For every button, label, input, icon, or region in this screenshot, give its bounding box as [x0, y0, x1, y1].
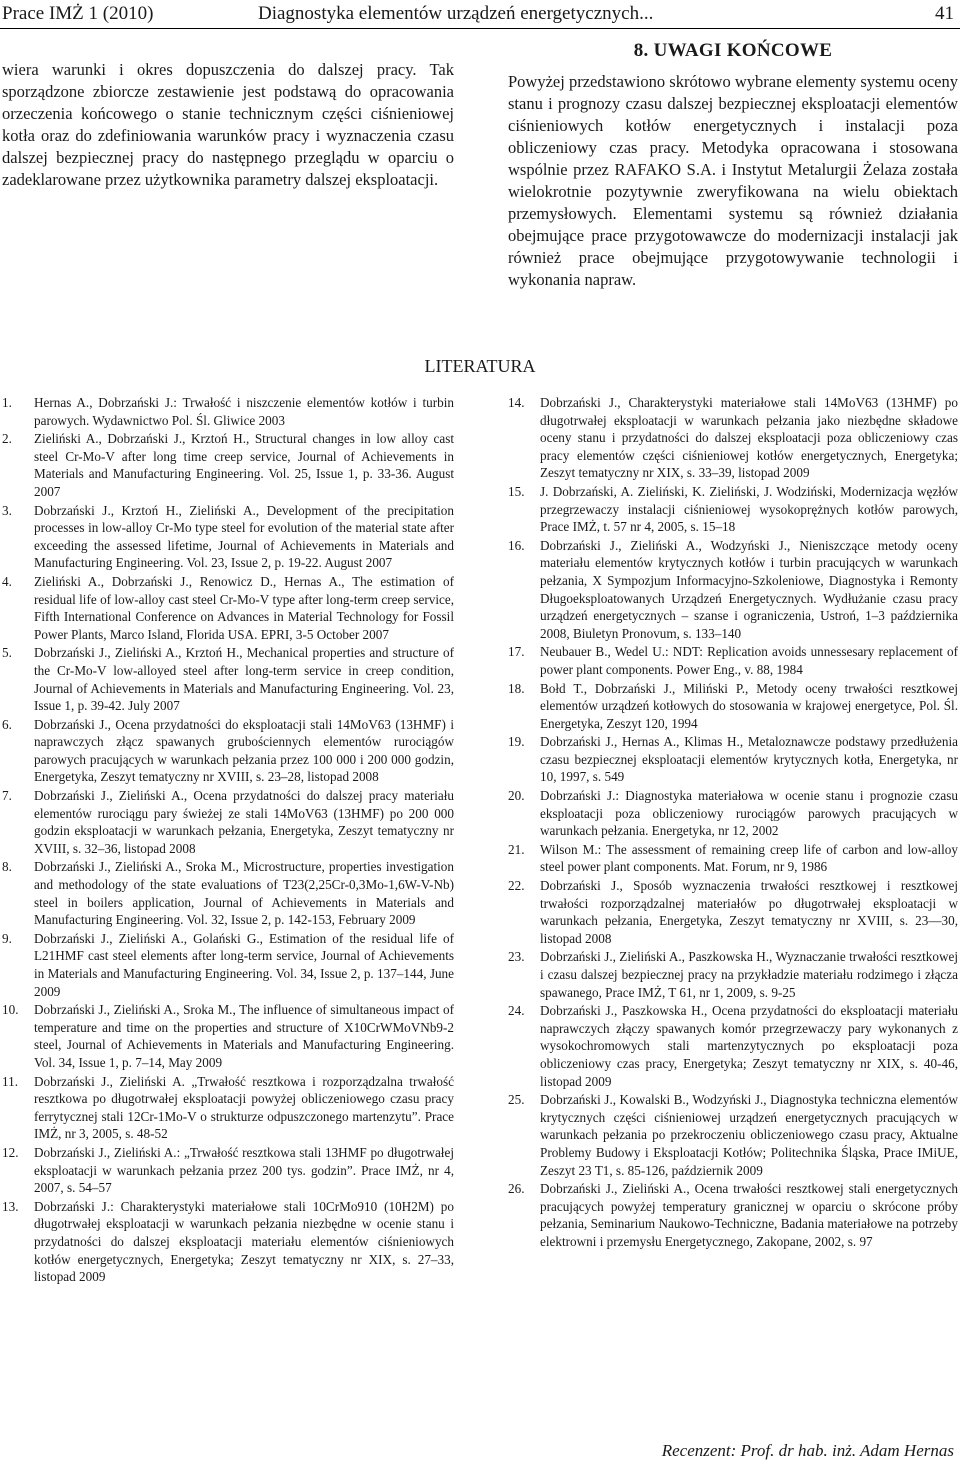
reference-text: Dobrzański J., Zieliński A., Golański G., Estimation of the residual life of L21HMF cast steel elements after long-term service, Journal of Achievements in Materials and Manufacturing Engineering. Vol. 34, Issue 2, p. 137–144, June 2009	[34, 930, 454, 999]
reference-text: Bołd T., Dobrzański J., Miliński P., Metody oceny trwałości resztkowej elementów urządzeń kotłowych do stosowania w krajowej energetyce, Pol. Śl. Energetyka, Zeszyt 120, 1994	[540, 680, 958, 731]
reference-item	[2, 644, 454, 714]
reference-text: Dobrzański J., Paszkowska H., Ocena przydatności do eksploatacji materiału naprawczych złączy spawanych komór przegrzewaczy pary wykonanych z wysokochromowych stali martenzytycznych po eksploatacji poza obliczeniowy czas pracy, Energetyka; Zeszyt tematyczny nr XIX, s. 40-46, listopad 2009	[540, 1003, 958, 1089]
reference-number: 16.	[508, 537, 525, 553]
reference-item	[508, 537, 958, 643]
reference-item	[2, 1001, 454, 1071]
reference-number: 21.	[508, 841, 525, 857]
reference-number: 14.	[508, 395, 525, 410]
reference-text: Dobrzański J., Kowalski B., Wodzyński J., Diagnostyka techniczna elementów krytycznych części ciśnieniowej urządzeń energetycznych pracujących w warunkach pełzania po przekroczeniu obliczeniowego czasu pracy, Aktualne Problemy Budowy i Eksploatacji Kotłów; Politechnika Śląska, Prace IMiUE, Zeszyt 23 T1, s. 85-126, październik 2009	[540, 1092, 958, 1178]
reference-text: Dobrzański J., Zieliński A., Paszkowska H., Wyznaczanie trwałości resztkowej i czasu dalszej bezpiecznej pracy na przykładzie materiału rodzimego i złącza spawanego, Prace IMŻ, T 61, nr 1, 2009, s. 9-25	[540, 949, 958, 1000]
references-right-column	[508, 394, 958, 1252]
reference-item	[2, 394, 454, 429]
reference-text: Dobrzański J., Ocena przydatności do eksploatacji stali 14MoV63 (13HMF) i naprawczych złącz spawanych grubościennych elementów rurociągów parowych pracujących w warunkach pełzania przez 100 000 i 200 000 godzin, Energetyka, Zeszyt tematyczny nr XVIII, s. 23–28, listopad 2008	[34, 716, 454, 785]
reference-text: Dobrzański J.: Diagnostyka materiałowa w ocenie stanu i prognozie czasu eksploatacji poza obliczeniowy rurociągów parowych pracujących w warunkach pełzania. Energetyka, nr 12, 2002	[540, 788, 958, 839]
reference-number: 19.	[508, 734, 525, 750]
reference-number: 5.	[2, 645, 12, 661]
reference-item	[508, 394, 958, 482]
journal-name: Prace IMŻ 1 (2010)	[2, 3, 154, 24]
reference-text: Hernas A., Dobrzański J.: Trwałość i niszczenie elementów kotłów i turbin parowych. Wydawnictwo Pol. Śl. Gliwice 2003	[34, 395, 454, 428]
reference-item	[508, 948, 958, 1001]
intro-paragraph: wiera warunki i okres dopuszczenia do dalszej pracy. Tak sporządzone zbiorcze zestawienie jest podstawą do opracowania orzeczenia końcowego o stanie technicznym części ciśnieniowej kotła oraz do zdefiniowania warunków pracy i wyznaczenia czasu dalszej bezpiecznej pracy do następnego przeglądu w oparciu o zadeklarowane przez użytkownika parametry dalszej eksploatacji.	[2, 59, 454, 189]
reference-text: Dobrzański J., Zieliński A.: „Trwałość resztkowa stali 13HMF po długotrwałej eksploatacji w warunkach pełzania przez 200 tys. godzin”. Prace IMŻ, nr 4, 2007, s. 54–57	[34, 1144, 454, 1196]
reference-number: 25.	[508, 1092, 525, 1108]
reference-number: 22.	[508, 878, 525, 894]
section-heading: 8. UWAGI KOŃCOWE	[633, 40, 833, 61]
reference-item	[508, 1091, 958, 1179]
final-remarks-section	[508, 40, 958, 291]
reference-text: Dobrzański J.: Charakterystyki materiałowe stali 10CrMo910 (10H2M) po długotrwałej eksploatacji w warunkach pełzania niezbędne w ocenie stanu i przydatności do dalszej eksploatacji materiału elementów ciśnieniowych kotłów energetycznych, Energetyka; Zeszyt tematyczny nr XIX, s. 27–33, listopad 2009	[34, 1198, 454, 1285]
reference-text: Zieliński A., Dobrzański J., Renowicz D., Hernas A., The estimation of residual life of low-alloy cast steel Cr-Mo-V type after long-term creep service, Fifth International Conference on Advances in Material Technology for Fossil Power Plants, Marco Island, Florida USA. EPRI, 3-5 October 2007	[34, 573, 454, 642]
reference-number: 10.	[2, 1002, 19, 1018]
reference-item	[2, 1198, 454, 1286]
reference-number: 7.	[2, 788, 12, 804]
reference-number: 6.	[2, 716, 12, 732]
reference-text: Dobrzański J., Zieliński A., Sroka M., The influence of simultaneous impact of temperature and time on the properties and structure of X10CrWMoVNb9-2 steel, Journal of Achievements in Materials and Manufacturing Engineering. Vol. 34, Issue 1, p. 7–14, May 2009	[34, 1002, 454, 1070]
reference-text: Zieliński A., Dobrzański J., Krztoń H., Structural changes in low alloy cast steel Cr-Mo-V after long time creep service, Journal of Achievements in Materials and Manufacturing Engineering. Vol. 25, Issue 1, p. 33-36. August 2007	[34, 431, 454, 499]
reference-text: Dobrzański J., Charakterystyki materiałowe stali 14MoV63 (13HMF) po długotrwałej eksploatacji w warunkach pełzania jako niezbędne składowe oceny stanu i przydatności do dalszej eksploatacji poza obliczeniowy czas pracy elementów części ciśnieniowej kotłów energetycznych, Energetyka; Zeszyt tematyczny nr XIX, s. 33–39, listopad 2009	[540, 395, 958, 481]
reference-number: 26.	[508, 1181, 525, 1197]
reference-number: 20.	[508, 788, 525, 804]
reference-number: 9.	[2, 930, 12, 946]
references-left-column	[2, 394, 454, 1287]
reference-item	[2, 858, 454, 928]
reference-item	[2, 430, 454, 500]
reference-item	[508, 680, 958, 733]
reference-number: 2.	[2, 431, 12, 447]
reviewer-note: Recenzent: Prof. dr hab. inż. Adam Hernas	[661, 1441, 954, 1460]
running-title: Diagnostyka elementów urządzeń energetycznych...	[258, 3, 654, 24]
reference-item	[508, 877, 958, 947]
reference-text: Dobrzański J., Zieliński A. „Trwałość resztkowa i rozporządzalna trwałość resztkowa po długotrwałej eksploatacji powyżej obliczeniowego czasu pracy ferrytycznej stali 12Cr-1Mo-V o strukturze odpuszczonego martenzytu”. Prace IMŻ, nr 3, 2005, s. 48-52	[34, 1073, 454, 1142]
reference-item	[508, 841, 958, 876]
reference-number: 4.	[2, 573, 12, 589]
header-rule	[0, 28, 960, 29]
reference-number: 1.	[2, 395, 12, 410]
reference-number: 12.	[2, 1144, 19, 1160]
reference-item	[2, 502, 454, 572]
reference-text: Dobrzański J., Zieliński A., Sroka M., Microstructure, properties investigation and methodology of the state evaluations of T23(2,25Cr-0,3Mo-1,6W-V-Nb) steel in boilers application, Journal of Achievements in Materials and Manufacturing Engineering. Vol. 32, Issue 2, p. 142-153, February 2009	[34, 859, 454, 928]
page-number: 41	[935, 3, 954, 24]
page-header	[0, 0, 960, 30]
reference-item	[2, 1073, 454, 1143]
reference-number: 18.	[508, 680, 525, 696]
reference-number: 23.	[508, 949, 525, 965]
reference-item	[508, 1002, 958, 1090]
reference-item	[2, 930, 454, 1000]
section-paragraph: Powyżej przedstawiono skrótowo wybrane elementy systemu oceny stanu i prognozy czasu dalszej bezpiecznej eksploatacji elementów ciśnieniowych kotłów energetycznych i instalacji poza obliczeniowy czas pracy. Metodyka opracowana i stosowana wspólnie przez RAFAKO S.A. i Instytut Metalurgii Żelaza została wielokrotnie pozytywnie zweryfikowana na wielu obiektach przemysłowych. Elementami systemu są również działania obejmujące prace przygotowawcze do modernizacji instalacji jak również prace obejmujące przygotowywanie technologii i wykonania napraw.	[508, 72, 958, 289]
reference-text: Dobrzański J., Hernas A., Klimas H., Metaloznawcze podstawy przedłużenia czasu bezpiecznej eksploatacji elementów krytycznych kotła, Energetyka, nr 10, 1997, s. 549	[540, 734, 958, 785]
reference-item	[2, 573, 454, 643]
reference-text: Dobrzański J., Zieliński A., Ocena przydatności do dalszej pracy materiału elementów rurociągu pary świeżej ze stali 14MoV63 (13HMF) po 200 000 godzin eksploatacji w warunkach pełzania, Energetyka, Zeszyt tematyczny nr XVIII, s. 32–36, listopad 2008	[34, 788, 454, 856]
reference-number: 15.	[508, 483, 525, 499]
reference-text: Wilson M.: The assessment of remaining creep life of carbon and low-alloy steel power plant components. Mat. Forum, nr 9, 1986	[540, 841, 958, 875]
reference-item	[508, 643, 958, 678]
reference-text: J. Dobrzański, A. Zieliński, K. Zieliński, J. Wodziński, Modernizacja węzłów przegrzewaczy instalacji ciśnieniowej wysokoprężnych kotłów parowych, Prace IMŻ, t. 57 nr 4, 2005, s. 15–18	[540, 483, 958, 535]
reference-number: 11.	[2, 1073, 18, 1089]
literature-heading: LITERATURA	[424, 356, 536, 376]
reference-item	[508, 1180, 958, 1250]
reference-text: Neubauer B., Wedel U.: NDT: Replication avoids unnessesary replacement of power plant components. Power Eng., v. 88, 1984	[540, 644, 958, 677]
reference-number: 24.	[508, 1003, 525, 1019]
reference-item	[508, 787, 958, 840]
reference-text: Dobrzański J., Zieliński A., Krztoń H., Mechanical properties and structure of the Cr-Mo-V low-alloyed steel after long-term service in creep condition, Journal of Achievements in Materials and Manufacturing Engineering. Vol. 23, Issue 1, p. 39-42. July 2007	[34, 645, 454, 714]
reference-number: 17.	[508, 644, 525, 660]
reference-number: 13.	[2, 1198, 19, 1214]
reference-item	[2, 716, 454, 786]
reference-item	[508, 483, 958, 536]
reference-text: Dobrzański J., Sposób wyznaczenia trwałości resztkowej i resztkowej trwałości rozporządzalnej materiałów po długotrwałej eksploatacji w warunkach pełzania, Energetyka, Zeszyt tematyczny nr XVIII, s. 23—30, listopad 2008	[540, 878, 958, 946]
reference-text: Dobrzański J., Zieliński A., Ocena trwałości resztkowej stali energetycznych pracujących powyżej temperatury granicznej w oparciu o skrócone próby pełzania, Seminarium Naukowo-Techniczne, Badania materiałowe na potrzeby elektrowni i przemysłu Energetycznego, Zakopane, 2002, s. 97	[540, 1181, 958, 1249]
reference-number: 3.	[2, 502, 12, 518]
reference-item	[2, 787, 454, 857]
reference-number: 8.	[2, 859, 12, 875]
reference-item	[508, 733, 958, 786]
reference-text: Dobrzański J., Zieliński A., Wodzyński J., Nieniszczące metody oceny materiału elementów krytycznych kotłów i turbin pracujących w warunkach pełzania, X Sympozjum Informacyjno-Szkoleniowe, Diagnostyka i Remonty Długoeksploatowanych Urządzeń Energetycznych. Wydłużanie czasu pracy urządzeń energetycznych – szanse i ograniczenia, Ustroń, 1–3 października 2008, Biuletyn Pronovum, s. 133–140	[540, 537, 958, 641]
reference-item	[2, 1144, 454, 1197]
reference-text: Dobrzański J., Krztoń H., Zieliński A., Development of the precipitation processes in low-alloy Cr-Mo type steel for evolution of the material state after exceeding the assessed lifetime, Journal of Achievements in Materials and Manufacturing Engineering. Vol. 23, Issue 2, p. 19-22. August 2007	[34, 502, 454, 571]
